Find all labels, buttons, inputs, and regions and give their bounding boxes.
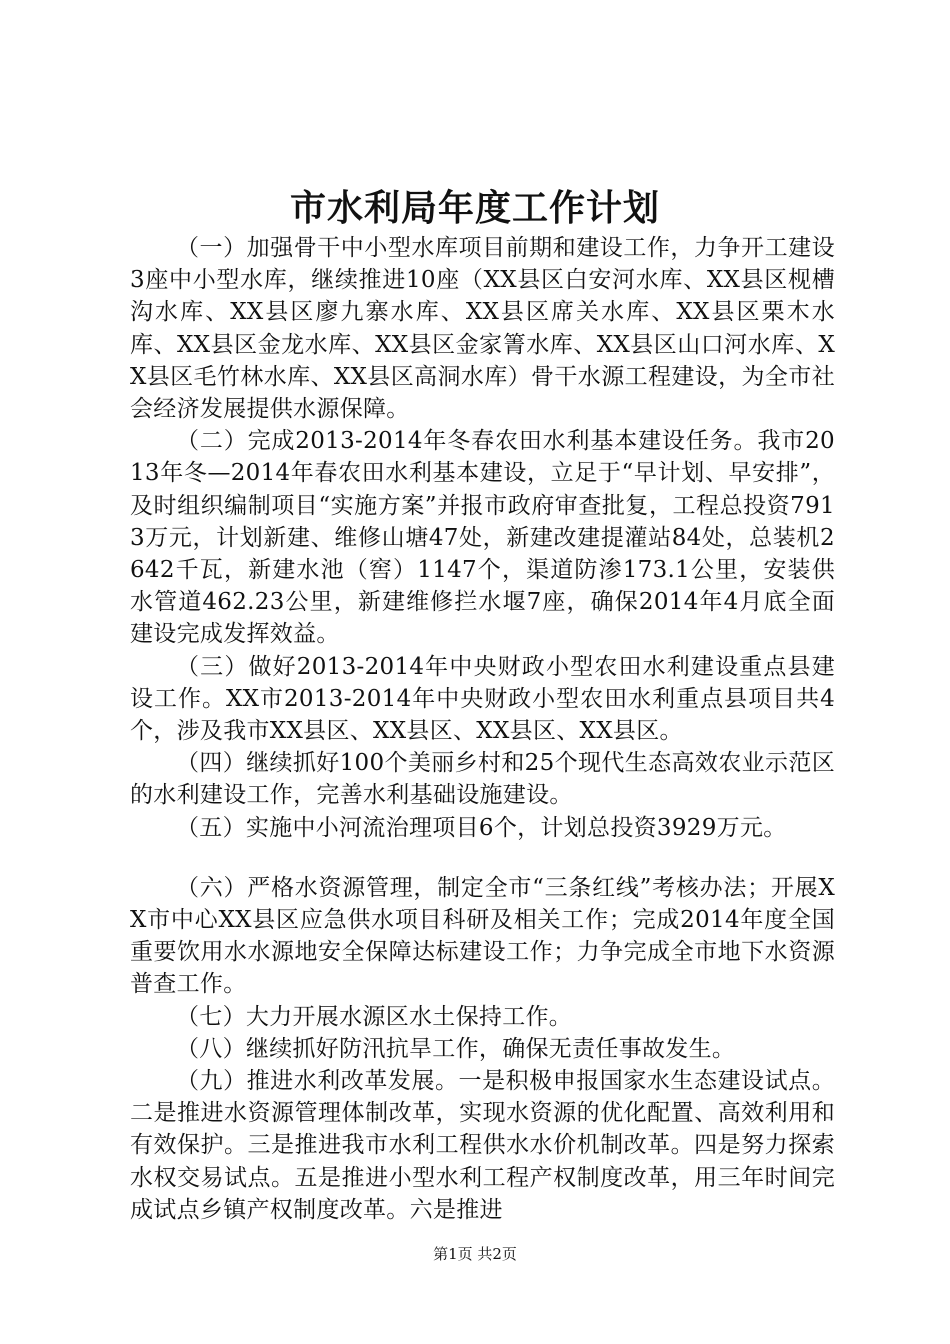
paragraph-7: （七）大力开展水源区水土保持工作。 (176, 1003, 573, 1030)
page-title: 市水利局年度工作计划 (289, 187, 660, 229)
paragraph-2: （二）完成2013-2014年冬春农田水利基本建设任务。我市2013年冬—2014年春农田水利基本建设，立足于“早计划、早安排”，及时组织编制项目“实施方案”并报市政府审查批复，工程总投资7913万元，计划新建、维修山塘47处，新建改建提灌站84处，总装机2642千瓦，新建水池（窖）1147个，渠道防渗173.1公里，安装供水管道462.23公里，新建维修拦水堰7座，确保2014年4月底全面建设完成发挥效益。 (130, 428, 835, 648)
paragraph-6: （六）严格水资源管理，制定全市“三条红线”考核办法；开展XX市中心XX县区应急供水项目科研及相关工作；完成2014年度全国重要饮用水水源地安全保障达标建设工作；力争完成全市地下水资源普查工作。 (130, 874, 835, 998)
document-body (130, 232, 835, 1226)
paragraph-4: （四）继续抓好100个美丽乡村和25个现代生态高效农业示范区的水利建设工作，完善水利基础设施建设。 (130, 750, 835, 809)
paragraph-3: （三）做好2013-2014年中央财政小型农田水利建设重点县建设工作。XX市2013-2014年中央财政小型农田水利重点县项目共4个，涉及我市XX县区、XX县区、XX县区、XX县区。 (130, 653, 835, 745)
paragraph-9: （九）推进水利改革发展。一是积极申报国家水生态建设试点。二是推进水资源管理体制改革，实现水资源的优化配置、高效利用和有效保护。三是推进我市水利工程供水水价机制改革。四是努力探索水权交易试点。五是推进小型水利工程产权制度改革，用三年时间完成试点乡镇产权制度改革。六是推进 (130, 1068, 835, 1223)
paragraph-5: （五）实施中小河流治理项目6个，计划总投资3929万元。 (176, 814, 787, 841)
paragraph-1: （一）加强骨干中小型水库项目前期和建设工作，力争开工建设3座中小型水库，继续推进10座（XX县区白安河水库、XX县区枧槽沟水库、XX县区廖九寨水库、XX县区席关水库、XX县区栗木水库、XX县区金龙水库、XX县区金家箐水库、XX县区山口河水库、XX县区毛竹林水库、XX县区高洞水库）骨干水源工程建设，为全市社会经济发展提供水源保障。 (130, 235, 835, 423)
paragraph-8: （八）继续抓好防汛抗旱工作，确保无责任事故发生。 (176, 1035, 736, 1062)
page-footer: 第1页 共2页 (433, 1245, 517, 1263)
